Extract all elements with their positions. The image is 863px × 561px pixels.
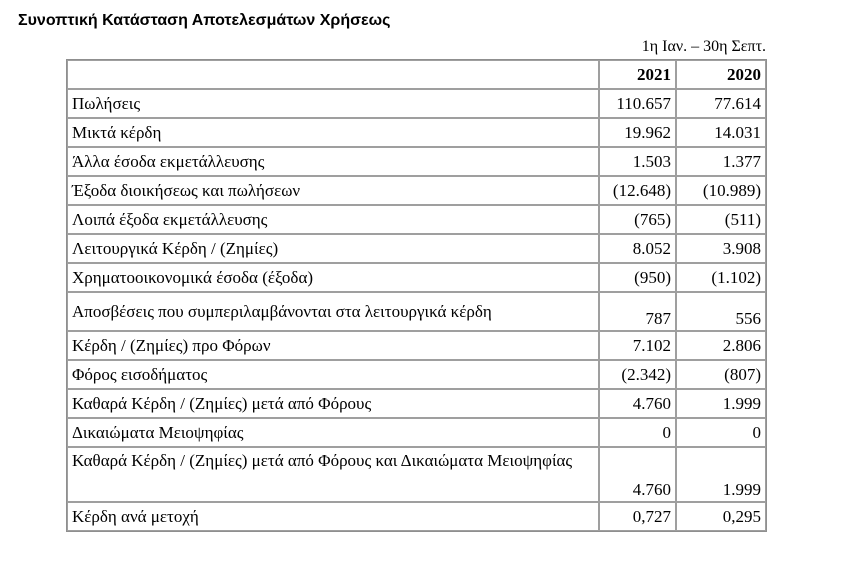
value-2020: (807) [676,360,766,389]
statement-title: Συνοπτική Κατάσταση Αποτελεσμάτων Χρήσεως [18,12,391,29]
value-2021: 110.657 [599,89,676,118]
value-2021: (950) [599,263,676,292]
header-row [67,60,766,89]
value-2021: 1.503 [599,147,676,176]
row-label: Καθαρά Κέρδη / (Ζημίες) μετά από Φόρους [67,389,599,418]
row-label: Έξοδα διοικήσεως και πωλήσεων [67,176,599,205]
value-2020: 2.806 [676,331,766,360]
value-2021: 0 [599,418,676,447]
value-2021: 0,727 [599,502,676,531]
value-2020: 0 [676,418,766,447]
header-2020: 2020 [676,60,766,89]
table-row [67,331,766,360]
table-row [67,234,766,263]
value-2020: 3.908 [676,234,766,263]
row-label: Λοιπά έξοδα εκμετάλλευσης [67,205,599,234]
row-label: Κέρδη ανά μετοχή [67,502,599,531]
table-row [67,389,766,418]
row-label: Φόρος εισοδήματος [67,360,599,389]
value-2021: 19.962 [599,118,676,147]
table-row [67,205,766,234]
table-row [67,118,766,147]
period-label: 1η Ιαν. – 30η Σεπτ. [641,38,766,55]
value-2020: 1.999 [676,447,766,502]
value-2021: (12.648) [599,176,676,205]
table-row [67,502,766,531]
table-row [67,176,766,205]
table-row [67,418,766,447]
value-2021: (765) [599,205,676,234]
row-label: Λειτουργικά Κέρδη / (Ζημίες) [67,234,599,263]
row-label: Μικτά κέρδη [67,118,599,147]
header-2021: 2021 [599,60,676,89]
value-2021: 4.760 [599,447,676,502]
value-2021: 787 [599,292,676,331]
table-row [67,89,766,118]
value-2020: 556 [676,292,766,331]
value-2020: (1.102) [676,263,766,292]
value-2021: 8.052 [599,234,676,263]
value-2021: (2.342) [599,360,676,389]
value-2020: 1.999 [676,389,766,418]
row-label: Καθαρά Κέρδη / (Ζημίες) μετά από Φόρους και Δικαιώματα Μειοψηφίας [67,447,599,502]
row-label: Χρηματοοικονομικά έσοδα (έξοδα) [67,263,599,292]
value-2021: 7.102 [599,331,676,360]
value-2020: (511) [676,205,766,234]
header-label-cell [67,60,599,89]
value-2020: 14.031 [676,118,766,147]
table-row [67,447,766,502]
row-label: Δικαιώματα Μειοψηφίας [67,418,599,447]
value-2020: 0,295 [676,502,766,531]
row-label: Άλλα έσοδα εκμετάλλευσης [67,147,599,176]
value-2020: 1.377 [676,147,766,176]
value-2020: 77.614 [676,89,766,118]
table-row [67,147,766,176]
row-label: Κέρδη / (Ζημίες) προ Φόρων [67,331,599,360]
table-row [67,292,766,331]
table-row [67,360,766,389]
table-row [67,263,766,292]
income-statement-table [66,59,767,532]
value-2021: 4.760 [599,389,676,418]
row-label: Πωλήσεις [67,89,599,118]
row-label: Αποσβέσεις που συμπεριλαμβάνονται στα λειτουργικά κέρδη [67,292,599,331]
value-2020: (10.989) [676,176,766,205]
